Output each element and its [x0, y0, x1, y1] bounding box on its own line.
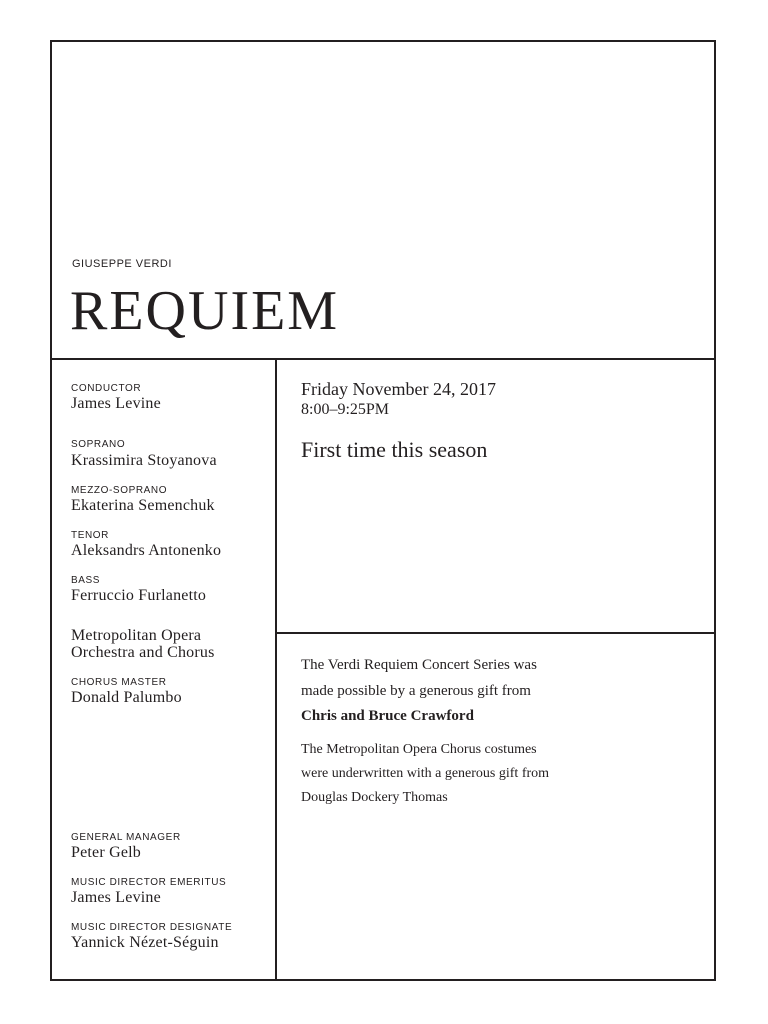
cast-role-tenor: TENOR — [71, 530, 109, 541]
management-role-emeritus: MUSIC DIRECTOR EMERITUS — [71, 877, 227, 888]
cast-name-bass: Ferruccio Furlanetto — [71, 587, 207, 604]
credit-line: made possible by a generous gift from — [301, 683, 531, 699]
cast-name-conductor: James Levine — [71, 395, 161, 412]
credit-donor: Chris and Bruce Crawford — [301, 708, 474, 724]
cast-role-bass: BASS — [71, 575, 101, 586]
credit-line: were underwritten with a generous gift from — [301, 766, 550, 781]
cast-name-mezzo: Ekaterina Semenchuk — [71, 497, 215, 514]
management-name-gm: Peter Gelb — [71, 844, 141, 861]
management-role-designate: MUSIC DIRECTOR DESIGNATE — [71, 922, 233, 933]
ensemble-line1: Metropolitan Opera — [71, 627, 202, 644]
credit-line: The Verdi Requiem Concert Series was — [301, 657, 537, 673]
credit-donor: Douglas Dockery Thomas — [301, 790, 448, 805]
cast-role-conductor: CONDUCTOR — [71, 383, 142, 394]
credit-line: The Metropolitan Opera Chorus costumes — [301, 742, 537, 757]
title-divider — [50, 358, 716, 360]
chorus-master-role: CHORUS MASTER — [71, 677, 167, 688]
chorus-master-name: Donald Palumbo — [71, 689, 182, 706]
info-divider — [276, 632, 716, 634]
cast-role-soprano: SOPRANO — [71, 439, 126, 450]
cast-name-tenor: Aleksandrs Antonenko — [71, 542, 222, 559]
ensemble-line2: Orchestra and Chorus — [71, 644, 215, 661]
performance-date: Friday November 24, 2017 — [301, 379, 496, 399]
cast-role-mezzo: MEZZO-SOPRANO — [71, 485, 168, 496]
management-role-gm: GENERAL MANAGER — [71, 832, 181, 843]
management-name-emeritus: James Levine — [71, 889, 161, 906]
performance-time: 8:00–9:25PM — [301, 401, 390, 418]
season-note: First time this season — [301, 437, 488, 462]
work-title: REQUIEM — [70, 280, 340, 342]
management-name-designate: Yannick Nézet-Séguin — [71, 934, 219, 951]
composer-name: GIUSEPPE VERDI — [72, 258, 172, 270]
column-divider — [275, 359, 277, 981]
cast-name-soprano: Krassimira Stoyanova — [71, 452, 217, 469]
